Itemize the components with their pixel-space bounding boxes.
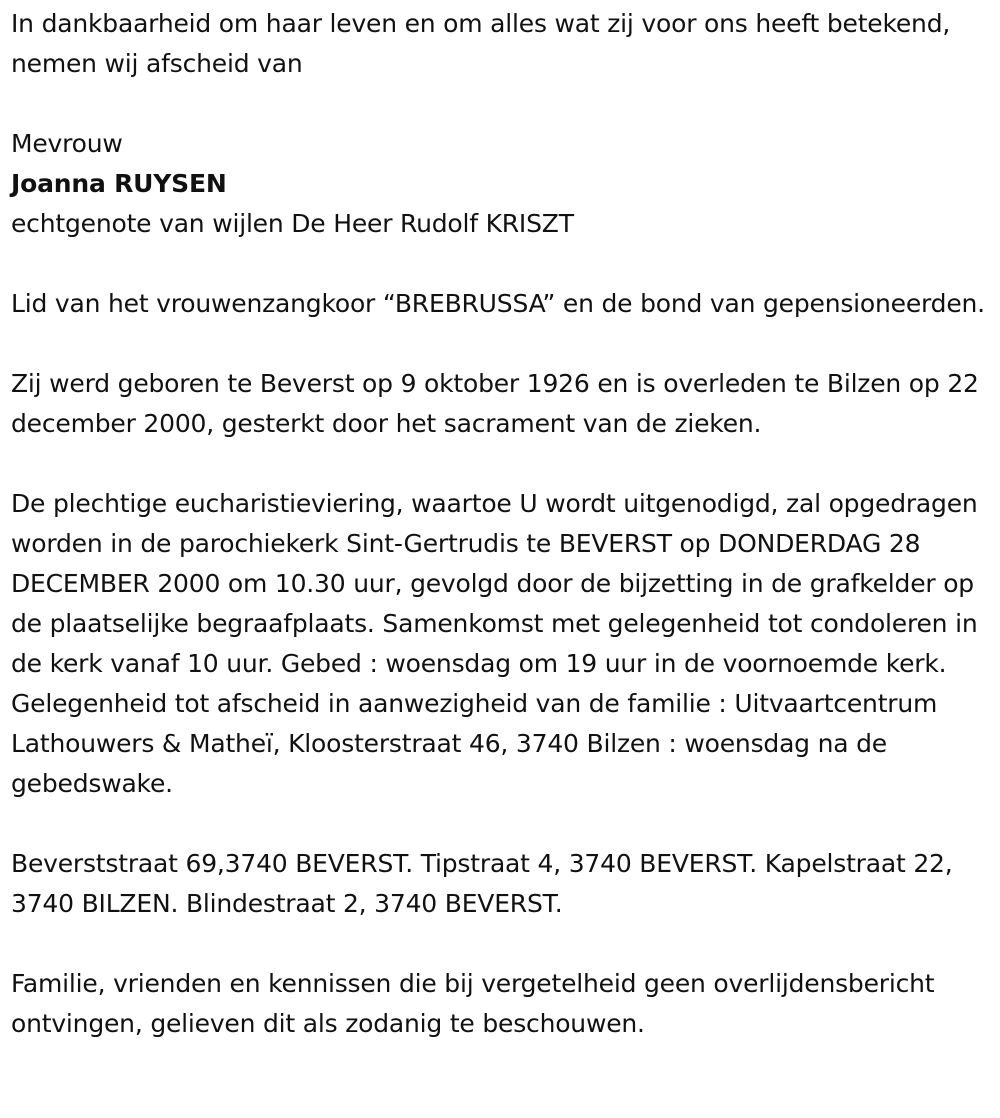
closing-text: Familie, vrienden en kennissen die bij vergetelheid geen overlijdensbericht ontvingen, gelieven dit als zodanig te beschouwen. (11, 969, 935, 1038)
intro-text: In dankbaarheid om haar leven en om alles wat zij voor ons heeft betekend, nemen wij afscheid van (11, 9, 951, 78)
spacer (11, 924, 996, 964)
salutation: Mevrouw (11, 129, 123, 158)
spouse-line: echtgenote van wijlen De Heer Rudolf KRISZT (11, 209, 574, 238)
spacer (11, 324, 996, 364)
spacer (11, 244, 996, 284)
birth-death-text: Zij werd geboren te Beverst op 9 oktober 1926 en is overleden te Bilzen op 22 december 2000, gesterkt door het sacrament van de zieken. (11, 369, 979, 438)
obituary-notice (11, 4, 996, 1044)
deceased-name: Joanna RUYSEN (11, 169, 227, 198)
addresses-text: Beverststraat 69,3740 BEVERST. Tipstraat 4, 3740 BEVERST. Kapelstraat 22, 3740 BILZEN. Blindestraat 2, 3740 BEVERST. (11, 849, 953, 918)
membership-text: Lid van het vrouwenzangkoor “BREBRUSSA” en de bond van gepensioneerden. (11, 289, 985, 318)
spacer (11, 84, 996, 124)
spacer (11, 444, 996, 484)
ceremony-text: De plechtige eucharistieviering, waartoe U wordt uitgenodigd, zal opgedragen worden in de parochiekerk Sint-Gertrudis te BEVERST op DONDERDAG 28 DECEMBER 2000 om 10.30 uur, gevolgd door de bijzetting in de grafkelder op de plaatselijke begraafplaats. Samenkomst met gelegenheid tot condoleren in de kerk vanaf 10 uur. Gebed : woensdag om 19 uur in de voornoemde kerk. Gelegenheid tot afscheid in aanwezigheid van de familie : Uitvaartcentrum Lathouwers & Matheï, Kloosterstraat 46, 3740 Bilzen : woensdag na de gebedswake. (11, 489, 978, 798)
spacer (11, 804, 996, 844)
